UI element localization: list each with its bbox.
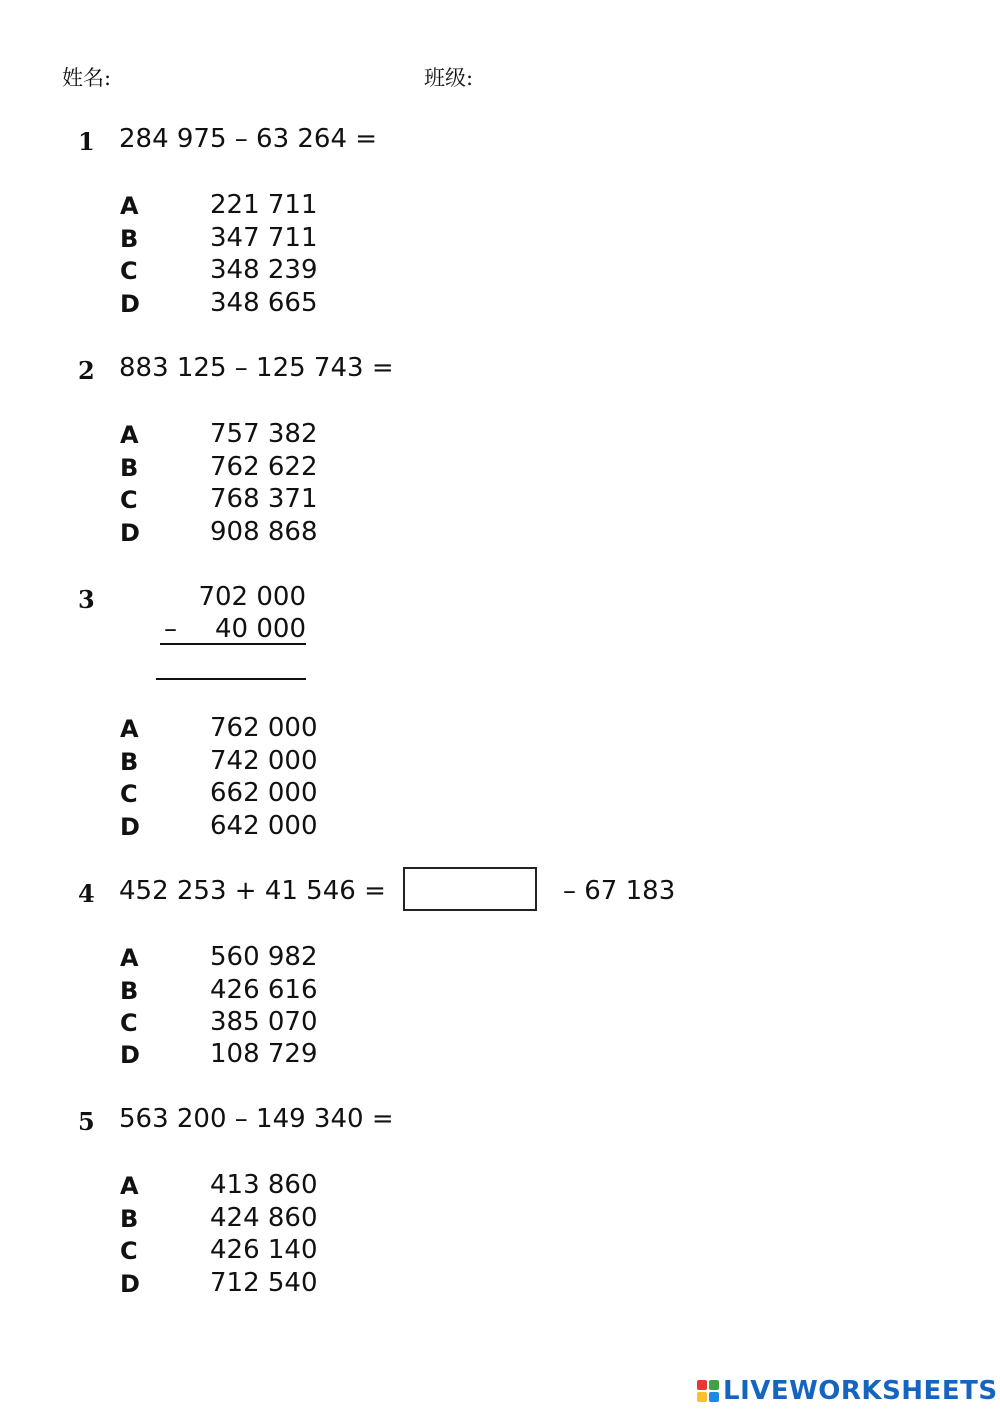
q2-option-d-letter: D (120, 519, 140, 547)
q3-underline (160, 643, 306, 645)
q5-option-b-value: 424 860 (210, 1203, 318, 1233)
question-4-number: 4 (78, 879, 95, 908)
logo-square-yellow (697, 1392, 707, 1402)
question-4-expression-left: 452 253 + 41 546 = (119, 876, 386, 906)
q5-option-b-letter: B (120, 1205, 139, 1233)
q3-option-a-letter: A (120, 715, 139, 743)
q1-option-b-value: 347 711 (210, 223, 318, 253)
name-label: 姓名: (62, 66, 112, 90)
q3-option-c-letter: C (120, 780, 138, 808)
answer-box[interactable] (403, 867, 537, 911)
q5-option-c-value: 426 140 (210, 1235, 318, 1265)
q2-option-a-letter: A (120, 421, 139, 449)
logo-square-blue (709, 1392, 719, 1402)
q3-option-a-value: 762 000 (210, 713, 318, 743)
liveworksheets-logo-icon (697, 1380, 719, 1402)
question-5-expression: 563 200 – 149 340 = (119, 1104, 394, 1134)
q1-option-c-letter: C (120, 257, 138, 285)
q2-option-c-letter: C (120, 486, 138, 514)
q2-option-b-value: 762 622 (210, 452, 318, 482)
q2-option-a-value: 757 382 (210, 419, 318, 449)
q1-option-a-letter: A (120, 192, 139, 220)
logo-square-red (697, 1380, 707, 1390)
q3-option-b-value: 742 000 (210, 746, 318, 776)
q3-top-number: 702 000 (198, 582, 306, 612)
q3-option-d-value: 642 000 (210, 811, 318, 841)
q4-option-c-value: 385 070 (210, 1007, 318, 1037)
q5-option-a-value: 413 860 (210, 1170, 318, 1200)
q4-option-d-value: 108 729 (210, 1039, 318, 1069)
question-1-number: 1 (78, 127, 95, 156)
q4-option-b-value: 426 616 (210, 975, 318, 1005)
question-4-expression-right: – 67 183 (563, 876, 676, 906)
q5-option-d-value: 712 540 (210, 1268, 318, 1298)
q1-option-c-value: 348 239 (210, 255, 318, 285)
q3-option-d-letter: D (120, 813, 140, 841)
q5-option-c-letter: C (120, 1237, 138, 1265)
q5-option-a-letter: A (120, 1172, 139, 1200)
question-2-number: 2 (78, 356, 95, 385)
q4-option-a-value: 560 982 (210, 942, 318, 972)
q1-option-d-letter: D (120, 290, 140, 318)
q4-option-a-letter: A (120, 944, 139, 972)
q1-option-d-value: 348 665 (210, 288, 318, 318)
question-3-number: 3 (78, 585, 95, 614)
q3-option-c-value: 662 000 (210, 778, 318, 808)
q1-option-b-letter: B (120, 225, 139, 253)
q2-option-b-letter: B (120, 454, 139, 482)
liveworksheets-logo (697, 1376, 998, 1406)
q4-option-d-letter: D (120, 1041, 140, 1069)
q5-option-d-letter: D (120, 1270, 140, 1298)
question-5-number: 5 (78, 1107, 95, 1136)
liveworksheets-logo-text: LIVEWORKSHEETS (723, 1376, 998, 1406)
q4-option-b-letter: B (120, 977, 139, 1005)
q4-option-c-letter: C (120, 1009, 138, 1037)
q1-option-a-value: 221 711 (210, 190, 318, 220)
q2-option-d-value: 908 868 (210, 517, 318, 547)
question-1-expression: 284 975 – 63 264 = (119, 124, 378, 154)
q3-bottom-number: 40 000 (215, 614, 306, 644)
q3-minus-sign: – (164, 614, 177, 644)
q3-answer-line (156, 678, 306, 680)
question-2-expression: 883 125 – 125 743 = (119, 353, 394, 383)
logo-square-green (709, 1380, 719, 1390)
q3-option-b-letter: B (120, 748, 139, 776)
q2-option-c-value: 768 371 (210, 484, 318, 514)
class-label: 班级: (424, 66, 474, 90)
